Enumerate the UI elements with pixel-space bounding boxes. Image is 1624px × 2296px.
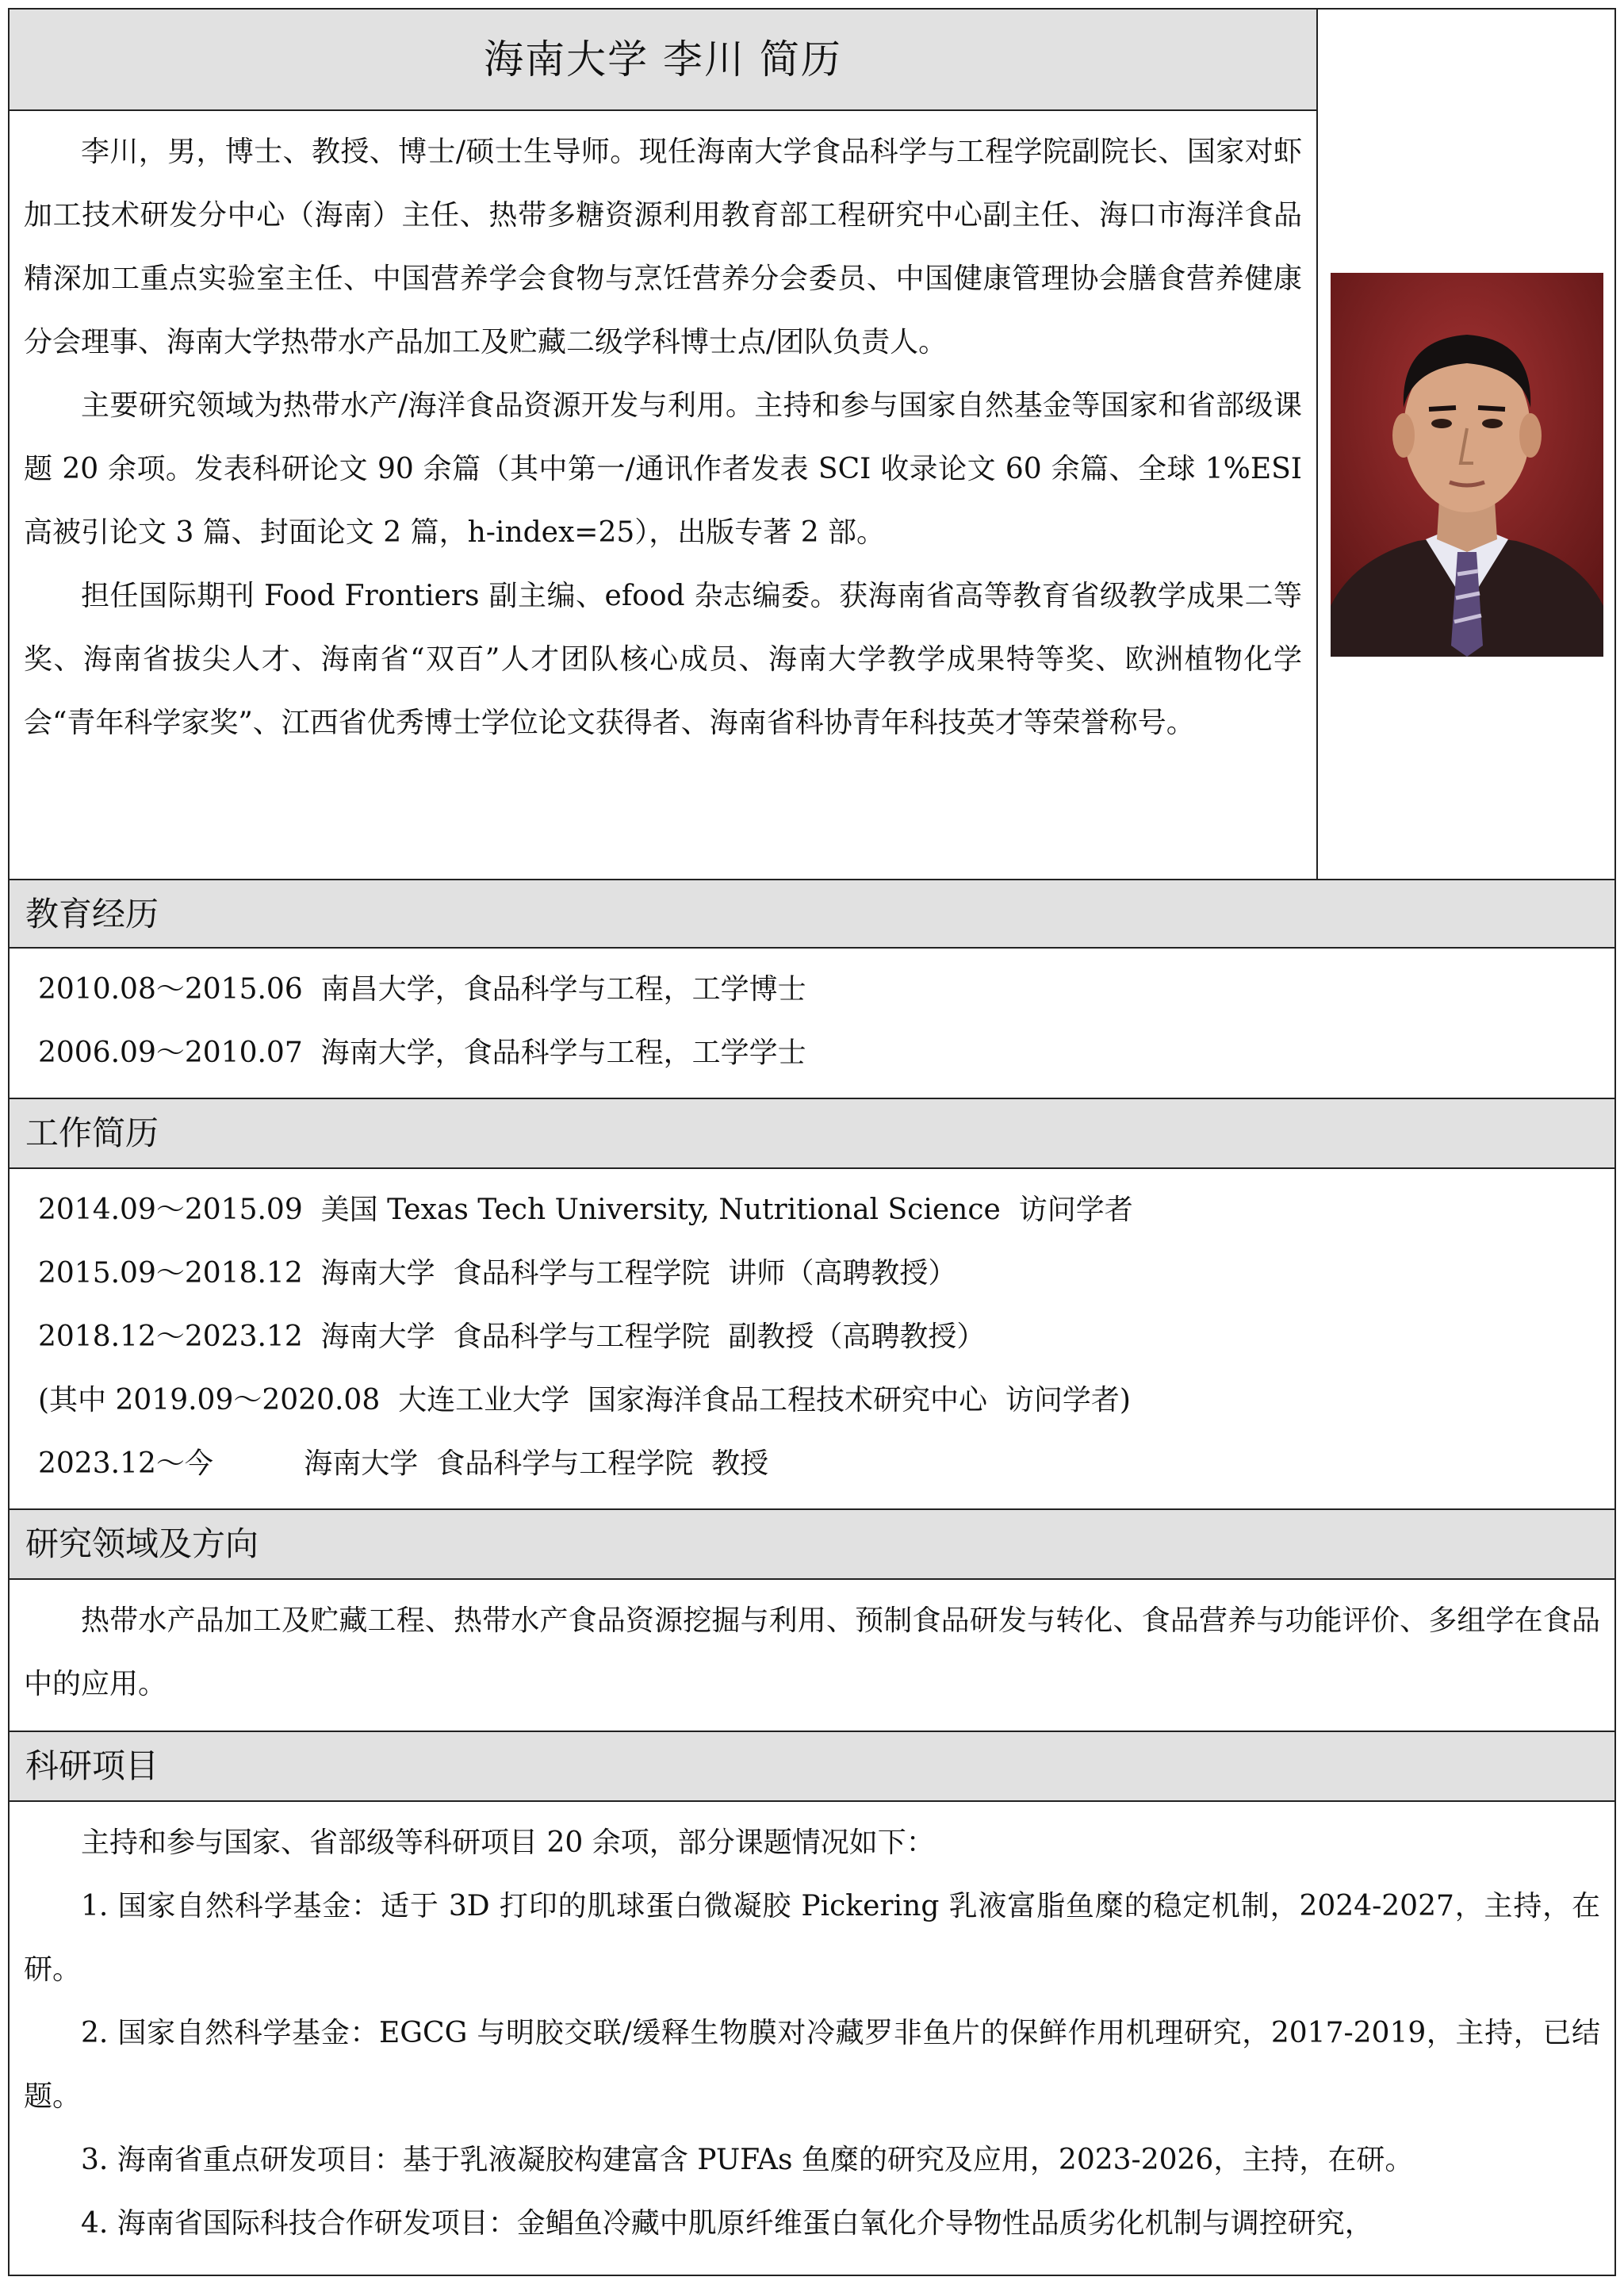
education-section	[10, 949, 1614, 1099]
resume-document	[8, 8, 1616, 2276]
work-header	[10, 1099, 1614, 1169]
education-item: 2010.08～2015.06 南昌大学，食品科学与工程，工学博士	[38, 973, 806, 1006]
projects-header	[10, 1732, 1614, 1802]
projects-intro: 主持和参与国家、省部级等科研项目 20 余项，部分课题情况如下：	[81, 1826, 935, 1859]
work-item: 2018.12～2023.12 海南大学 食品科学与工程学院 副教授（高聘教授）	[38, 1320, 986, 1353]
research-heading: 研究领域及方向	[25, 1524, 259, 1563]
photo-cell	[1318, 10, 1614, 879]
research-section	[10, 1580, 1614, 1732]
resume-title: 海南大学 李川 简历	[10, 10, 1318, 111]
work-heading: 工作简历	[25, 1114, 159, 1152]
work-item: (其中 2019.09～2020.08 大连工业大学 国家海洋食品工程技术研究中心 访问学者)	[38, 1384, 1131, 1416]
research-header	[10, 1510, 1614, 1580]
projects-section	[10, 1802, 1614, 2278]
intro-section	[10, 111, 1318, 879]
education-heading: 教育经历	[25, 895, 159, 933]
research-text: 热带水产品加工及贮藏工程、热带水产食品资源挖掘与利用、预制食品研发与转化、食品营养与功能评价、多组学在食品中的应用。	[24, 1604, 1600, 1700]
portrait-photo	[1331, 273, 1603, 657]
intro-paragraph-2: 主要研究领域为热带水产/海洋食品资源开发与利用。主持和参与国家自然基金等国家和省部级课题 20 余项。发表科研论文 90 余篇（其中第一/通讯作者发表 SCI 收录论文 60 余篇、全球 1%ESI 高被引论文 3 篇、封面论文 2 篇，h-index=25），出版专著 2 部。	[24, 389, 1302, 549]
education-item: 2006.09～2010.07 海南大学，食品科学与工程，工学学士	[38, 1037, 806, 1069]
project-item: 3. 海南省重点研发项目：基于乳液凝胶构建富含 PUFAs 鱼糜的研究及应用，2023-2026，主持，在研。	[81, 2144, 1414, 2176]
work-section	[10, 1169, 1614, 1510]
projects-heading: 科研项目	[25, 1746, 159, 1785]
education-header	[10, 879, 1614, 949]
portrait-icon	[1331, 273, 1603, 657]
project-item: 2. 国家自然科学基金：EGCG 与明胶交联/缓释生物膜对冷藏罗非鱼片的保鲜作用机理研究，2017-2019，主持，已结题。	[24, 2017, 1600, 2113]
intro-paragraph-1: 李川，男，博士、教授、博士/硕士生导师。现任海南大学食品科学与工程学院副院长、国家对虾加工技术研发分中心（海南）主任、热带多糖资源利用教育部工程研究中心副主任、海口市海洋食品精深加工重点实验室主任、中国营养学会食物与烹饪营养分会委员、中国健康管理协会膳食营养健康分会理事、海南大学热带水产品加工及贮藏二级学科博士点/团队负责人。	[24, 136, 1302, 358]
project-item: 4. 海南省国际科技合作研发项目：金鲳鱼冷藏中肌原纤维蛋白氧化介导物性品质劣化机制与调控研究，	[81, 2207, 1373, 2240]
work-item: 2014.09～2015.09 美国 Texas Tech University, Nutritional Science 访问学者	[38, 1194, 1133, 1226]
project-item: 1. 国家自然科学基金：适于 3D 打印的肌球蛋白微凝胶 Pickering 乳液富脂鱼糜的稳定机制，2024-2027，主持，在研。	[24, 1890, 1600, 1986]
intro-paragraph-3: 担任国际期刊 Food Frontiers 副主编、efood 杂志编委。获海南省高等教育省级教学成果二等奖、海南省拔尖人才、海南省“双百”人才团队核心成员、海南大学教学成果特等奖、欧洲植物化学会“青年科学家奖”、江西省优秀博士学位论文获得者、海南省科协青年科技英才等荣誉称号。	[24, 580, 1302, 739]
work-item: 2023.12～今 海南大学 食品科学与工程学院 教授	[38, 1447, 769, 1480]
work-item: 2015.09～2018.12 海南大学 食品科学与工程学院 讲师（高聘教授）	[38, 1257, 957, 1290]
